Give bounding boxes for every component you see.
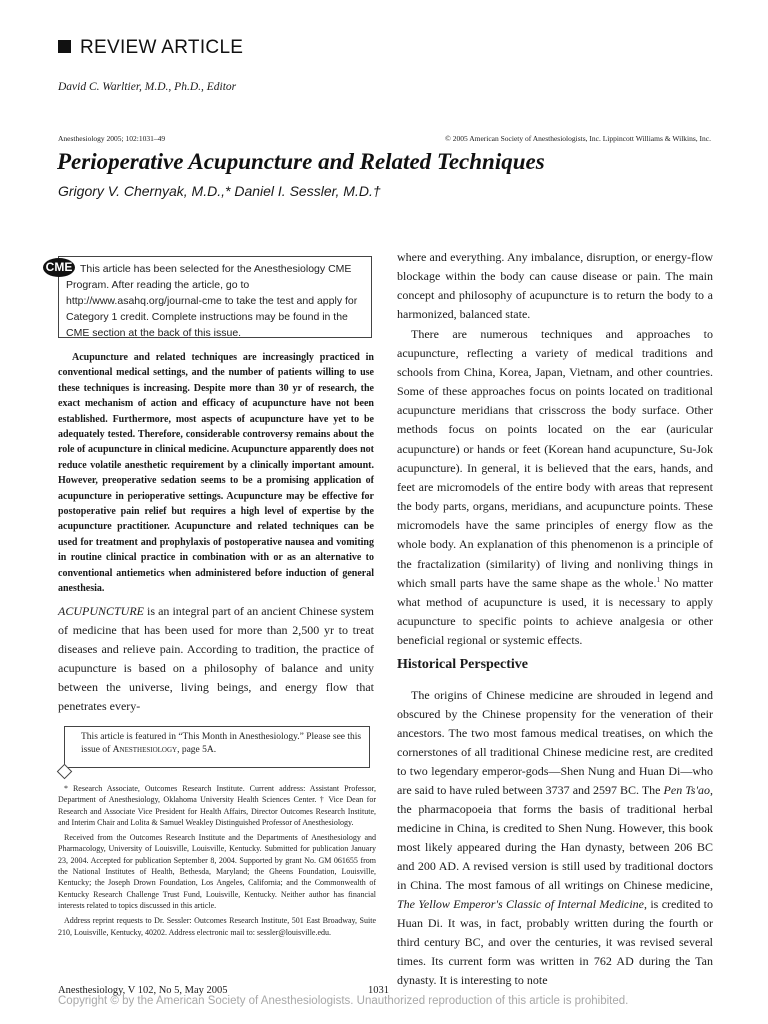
hist-d: The Yellow Emperor's Classic of Internal Medicine xyxy=(397,897,645,911)
featured-journal-name: Anesthesiology xyxy=(112,745,178,755)
right-p2-end: No matter what method of acupuncture is used, it is necessary to apply acupuncture to specific points to achieve analgesia or other beneficial regional or systemic effects. xyxy=(397,575,713,648)
hist-e: , is credited to Huan Di. It was, in fact, probably written during the fourth or third century BC, and over the centuries, it was revised several times. Its current form was written in 762 AD during the Tan dynasty. It is interesting to note xyxy=(397,897,714,987)
journal-citation: Anesthesiology 2005; 102:1031–49 xyxy=(58,134,166,143)
footnotes xyxy=(58,783,376,942)
intro-lead-word: ACUPUNCTURE xyxy=(58,604,145,618)
section-label-text: REVIEW ARTICLE xyxy=(80,37,244,58)
editor-credit: David C. Warltier, M.D., Ph.D., Editor xyxy=(58,81,237,93)
reference-marker: 1 xyxy=(656,575,660,584)
section-square-icon xyxy=(58,40,71,53)
abstract xyxy=(58,350,374,597)
right-paragraph-1: where and everything. Any imbalance, disruption, or energy-flow blockage within the body can cause disease or pain. The main concept and philosophy of acupuncture is to return the body to a harmonized, balanced state. xyxy=(397,250,713,322)
page-number: 1031 xyxy=(368,985,389,996)
abstract-text: Acupuncture and related techniques are increasingly practiced in conventional medical settings, and the number of patients willing to use these techniques is increasing. Despite more than 30 yr of research, the exact mechanism of action and efficacy of acupuncture have not been established. Furthermore, most aspects of acupuncture have yet to be adequately tested. Therefore, considerable controversy remains about the role of acupuncture in clinical medicine. Acupuncture apparently does not reduce volatile anesthetic requirement by a clinically important amount. However, preoperative sedation seems to be a promising application of acupuncture in perioperative settings. Acupuncture may be effective for postoperative pain relief but requires a high level of expertise by the acupuncture practitioner. Acupuncture and related techniques can be used for treatment and prophylaxis of postoperative nausea and vomiting in routine clinical practice in combination with or as an alternative to conventional antiemetics when administered before induction of general anesthesia. xyxy=(58,352,374,595)
footnote-address: Address reprint requests to Dr. Sessler: Outcomes Research Institute, 501 East Broadway, Suite 210, Louisville, Kentucky, 40202. Address electronic mail to: sessler@louisville.edu. xyxy=(58,916,376,937)
featured-notice-text xyxy=(81,731,363,757)
history-paragraph xyxy=(397,686,713,990)
footnote-received: Received from the Outcomes Research Institute and the Departments of Anesthesiology and Pharmacology, University of Louisville, Louisville, Kentucky. Submitted for publication January 23, 2004. Accepted for publication September 8, 2004. Supported by grant No. GM 061655 from the National Institutes of Health, Bethesda, Maryland; the Gheens Foundation, Louisville, Kentucky; the Joseph Drown Foundation, Los Angeles, California; and the Commonwealth of Kentucky Research Challenge Trust Fund, Louisville, Kentucky. Neither author has financial interests related to topics discussed in this article. xyxy=(58,833,376,910)
intro-text: is an integral part of an ancient Chinese system of medicine that has been used for more than 2,500 yr to treat diseases and relieve pain. According to tradition, the practice of acupuncture is based on a philosophy of balance and unity between the universe, living beings, and energy flow that penetrates every- xyxy=(58,604,374,713)
featured-text-b: , page 5A. xyxy=(177,745,217,755)
section-heading: Historical Perspective xyxy=(397,657,529,672)
body-right-top xyxy=(397,248,713,650)
cme-badge-icon: CME xyxy=(43,258,75,277)
hist-c: , the pharmacopoeia that forms the basis of traditional herbal medicine in China, is credited to Shen Nung. However, this book most likely appeared during the Han dynasty, between 206 BC and 200 AD. A revised version is still used by traditional doctors in China. The most famous of all writings on Chinese medicine, xyxy=(397,783,714,892)
section-label xyxy=(58,37,243,59)
cme-text: This article has been selected for the Anesthesiology CME Program. After reading the article, go to http://www.asahq.org/journal-cme to take the test and apply for Category 1 credit. Complete instructions may be found in the CME section at the back of this issue. xyxy=(66,263,358,339)
article-authors: Grigory V. Chernyak, M.D.,* Daniel I. Sessler, M.D.† xyxy=(58,183,381,199)
footnote-affiliations: * Research Associate, Outcomes Research Institute. Current address: Assistant Professor, Department of Anesthesiology, Oklahoma University Health Sciences Center. † Vice Dean for Research and Associate Vice President for Health Affairs, Director Outcomes Research Institute, and Interim Chair and Lolita & Samuel Weakley Distinguished Professor of Anesthesiology. xyxy=(58,784,376,827)
right-p2-text: There are numerous techniques and approaches to acupuncture, reflecting a variety of medical traditions and schools from China, Korea, Japan, Vietnam, and other countries. Some of these approaches focus on points located on traditional acupuncture meridians that crisscross the body surface. Other methods focus on points located on the ear (auricular acupuncture) or hands or feet (Korean hand acupuncture, Su-Jok acupuncture). In general, it is believed that the ears, hands, and feet are micromodels of the entire body with areas that represent the body parts, organs, meridians, and acupuncture points. These micromodels have the same principles of energy flow as the whole body. An explanation of this phenomenon is a principle of the fractalization (similarity) of living and nonliving things in which small parts have the same shape as the whole. xyxy=(397,326,713,590)
cme-notice-text xyxy=(66,261,369,341)
hist-b: Pen Ts'ao xyxy=(663,783,711,797)
hist-a: The origins of Chinese medicine are shrouded in legend and obscured by the Chinese propensity for the veneration of their ancestors. The two most famous medical treatises, on which the cornerstones of all traditional Chinese medicine rest, are credited to two legendary emperor-gods—Shen Nung and Huan Di—who are said to have ruled between 3737 and 2597 BC. The xyxy=(397,688,713,797)
copyright-watermark: Copyright © by the American Society of Anesthesiologists. Unauthorized reproduction of this article is prohibited. xyxy=(58,995,629,1007)
article-title: Perioperative Acupuncture and Related Techniques xyxy=(57,149,545,174)
right-paragraph-2 xyxy=(397,325,713,651)
footer-journal-issue: Anesthesiology, V 102, No 5, May 2005 xyxy=(58,985,228,996)
copyright-notice: © 2005 American Society of Anesthesiologists, Inc. Lippincott Williams & Wilkins, Inc. xyxy=(445,134,711,143)
featured-text-a: This article is featured in “This Month in Anesthesiology.” Please see this issue of xyxy=(81,732,362,755)
intro-paragraph xyxy=(58,602,374,716)
body-right-history xyxy=(397,686,713,990)
body-intro xyxy=(58,602,374,716)
